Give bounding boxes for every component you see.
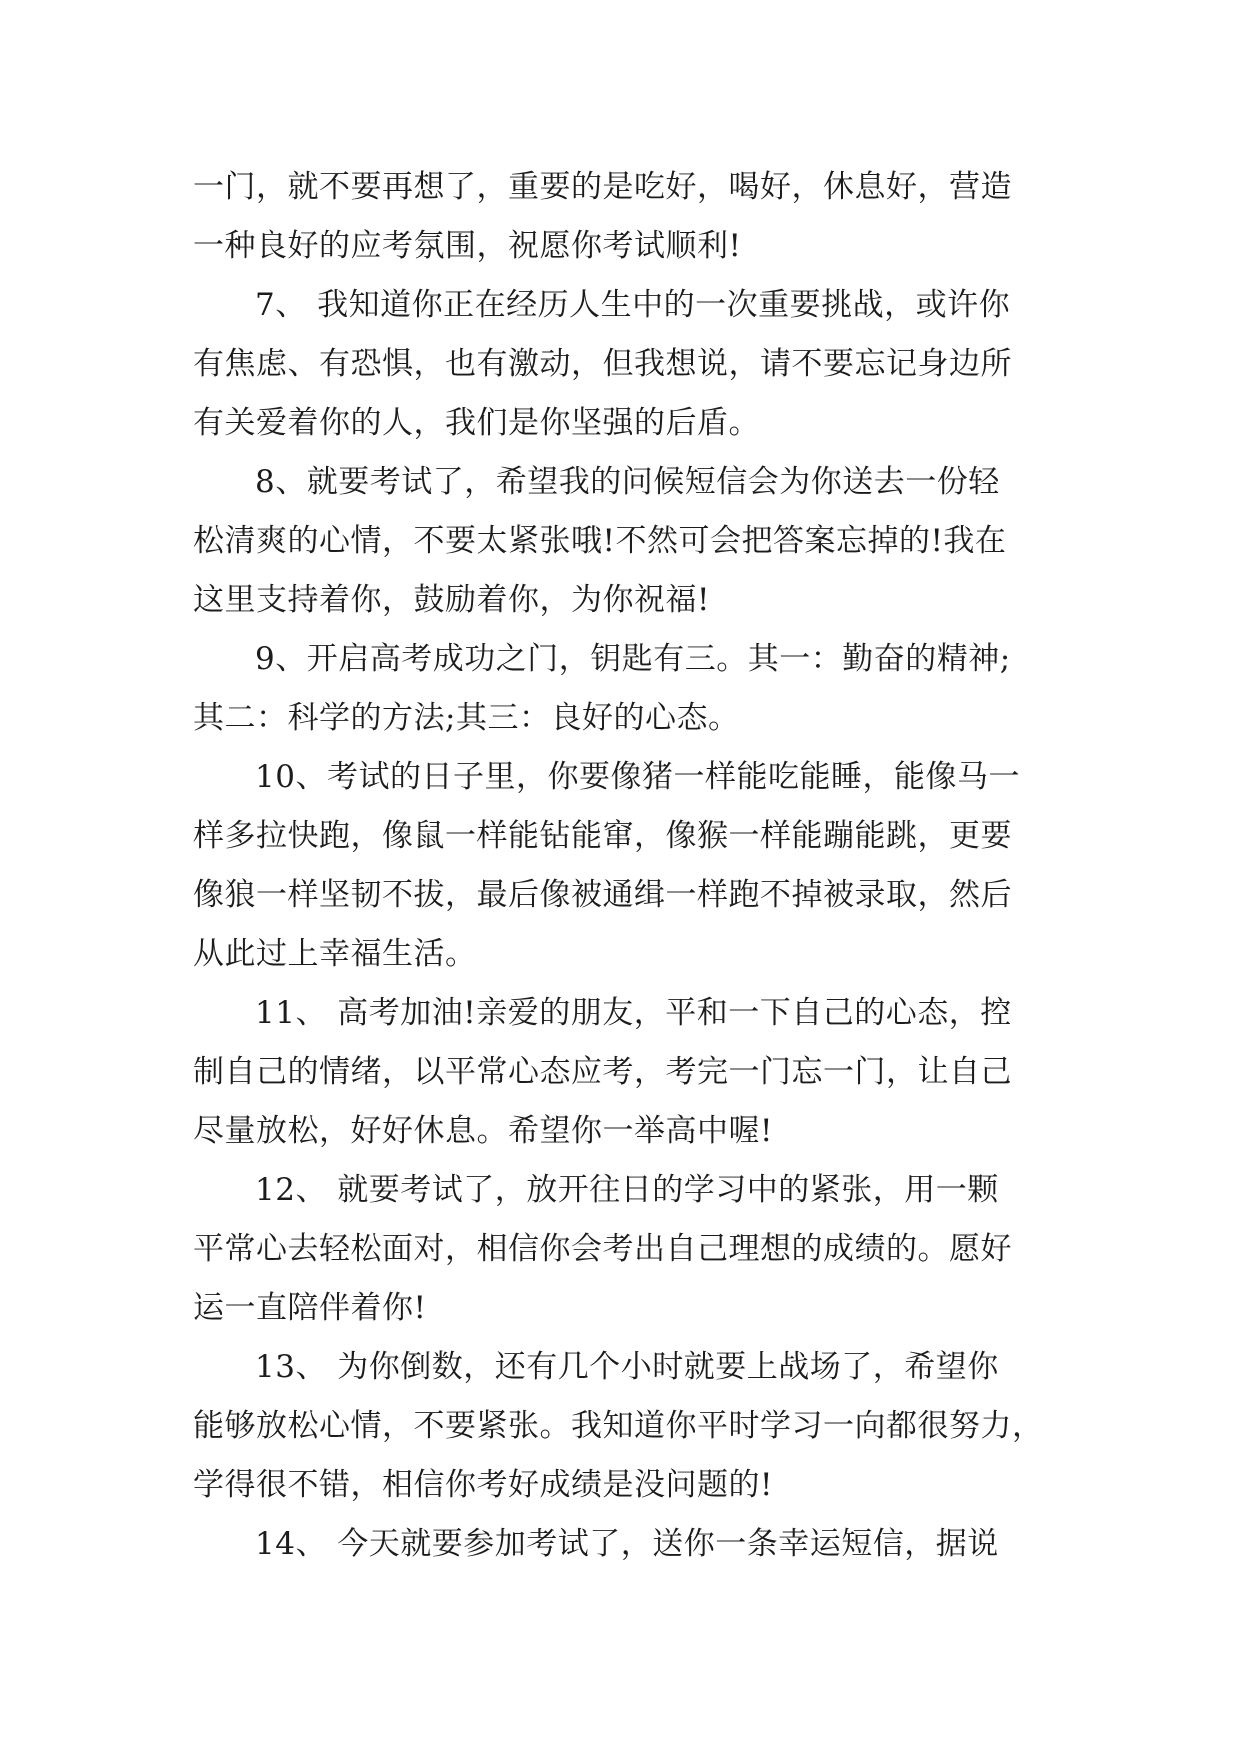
text-line: 9、开启高考成功之门，钥匙有三。其一：勤奋的精神; (255, 641, 1011, 677)
text-line: 一种良好的应考氛围，祝愿你考试顺利! (193, 228, 742, 264)
text-line: 10、考试的日子里，你要像猪一样能吃能睡，能像马一 (255, 759, 1020, 795)
document-body (193, 158, 1053, 1574)
text-line: 像狼一样坚韧不拔，最后像被通缉一样跑不掉被录取，然后 (193, 877, 1012, 913)
text-line: 松清爽的心情，不要太紧张哦!不然可会把答案忘掉的!我在 (193, 523, 1007, 559)
text-line: 制自己的情绪，以平常心态应考，考完一门忘一门，让自己 (193, 1054, 1012, 1090)
text-line: 14、 今天就要参加考试了，送你一条幸运短信，据说 (255, 1526, 999, 1562)
text-line: 一门，就不要再想了，重要的是吃好，喝好，休息好，营造 (193, 169, 1012, 205)
paragraph-10 (193, 748, 1053, 984)
text-line: 有关爱着你的人，我们是你坚强的后盾。 (193, 405, 760, 441)
paragraph-9 (193, 630, 1053, 748)
text-line: 13、 为你倒数，还有几个小时就要上战场了，希望你 (255, 1349, 999, 1385)
text-line: 尽量放松，好好休息。希望你一举高中喔! (193, 1113, 773, 1149)
paragraph-7 (193, 276, 1053, 453)
text-line: 样多拉快跑，像鼠一样能钻能窜，像猴一样能蹦能跳，更要 (193, 818, 1012, 854)
paragraph-11 (193, 984, 1053, 1161)
text-line: 12、 就要考试了，放开往日的学习中的紧张，用一颗 (255, 1172, 999, 1208)
text-line: 8、就要考试了，希望我的问候短信会为你送去一份轻 (255, 464, 1000, 500)
text-line: 能够放松心情，不要紧张。我知道你平时学习一向都很努力， (193, 1408, 1044, 1444)
text-line: 11、 高考加油!亲爱的朋友，平和一下自己的心态，控 (255, 995, 1012, 1031)
paragraph-14 (193, 1515, 1053, 1574)
text-line: 平常心去轻松面对，相信你会考出自己理想的成绩的。愿好 (193, 1231, 1012, 1267)
text-line: 有焦虑、有恐惧，也有激动，但我想说，请不要忘记身边所 (193, 346, 1012, 382)
text-line: 运一直陪伴着你! (193, 1290, 427, 1326)
paragraph-continuation (193, 158, 1053, 276)
text-line: 从此过上幸福生活。 (193, 936, 477, 972)
text-line: 其二：科学的方法;其三：良好的心态。 (193, 700, 740, 736)
text-line: 7、 我知道你正在经历人生中的一次重要挑战，或许你 (255, 287, 1011, 323)
paragraph-13 (193, 1338, 1053, 1515)
paragraph-8 (193, 453, 1053, 630)
paragraph-12 (193, 1161, 1053, 1338)
text-line: 学得很不错，相信你考好成绩是没问题的! (193, 1467, 773, 1503)
text-line: 这里支持着你，鼓励着你，为你祝福! (193, 582, 710, 618)
